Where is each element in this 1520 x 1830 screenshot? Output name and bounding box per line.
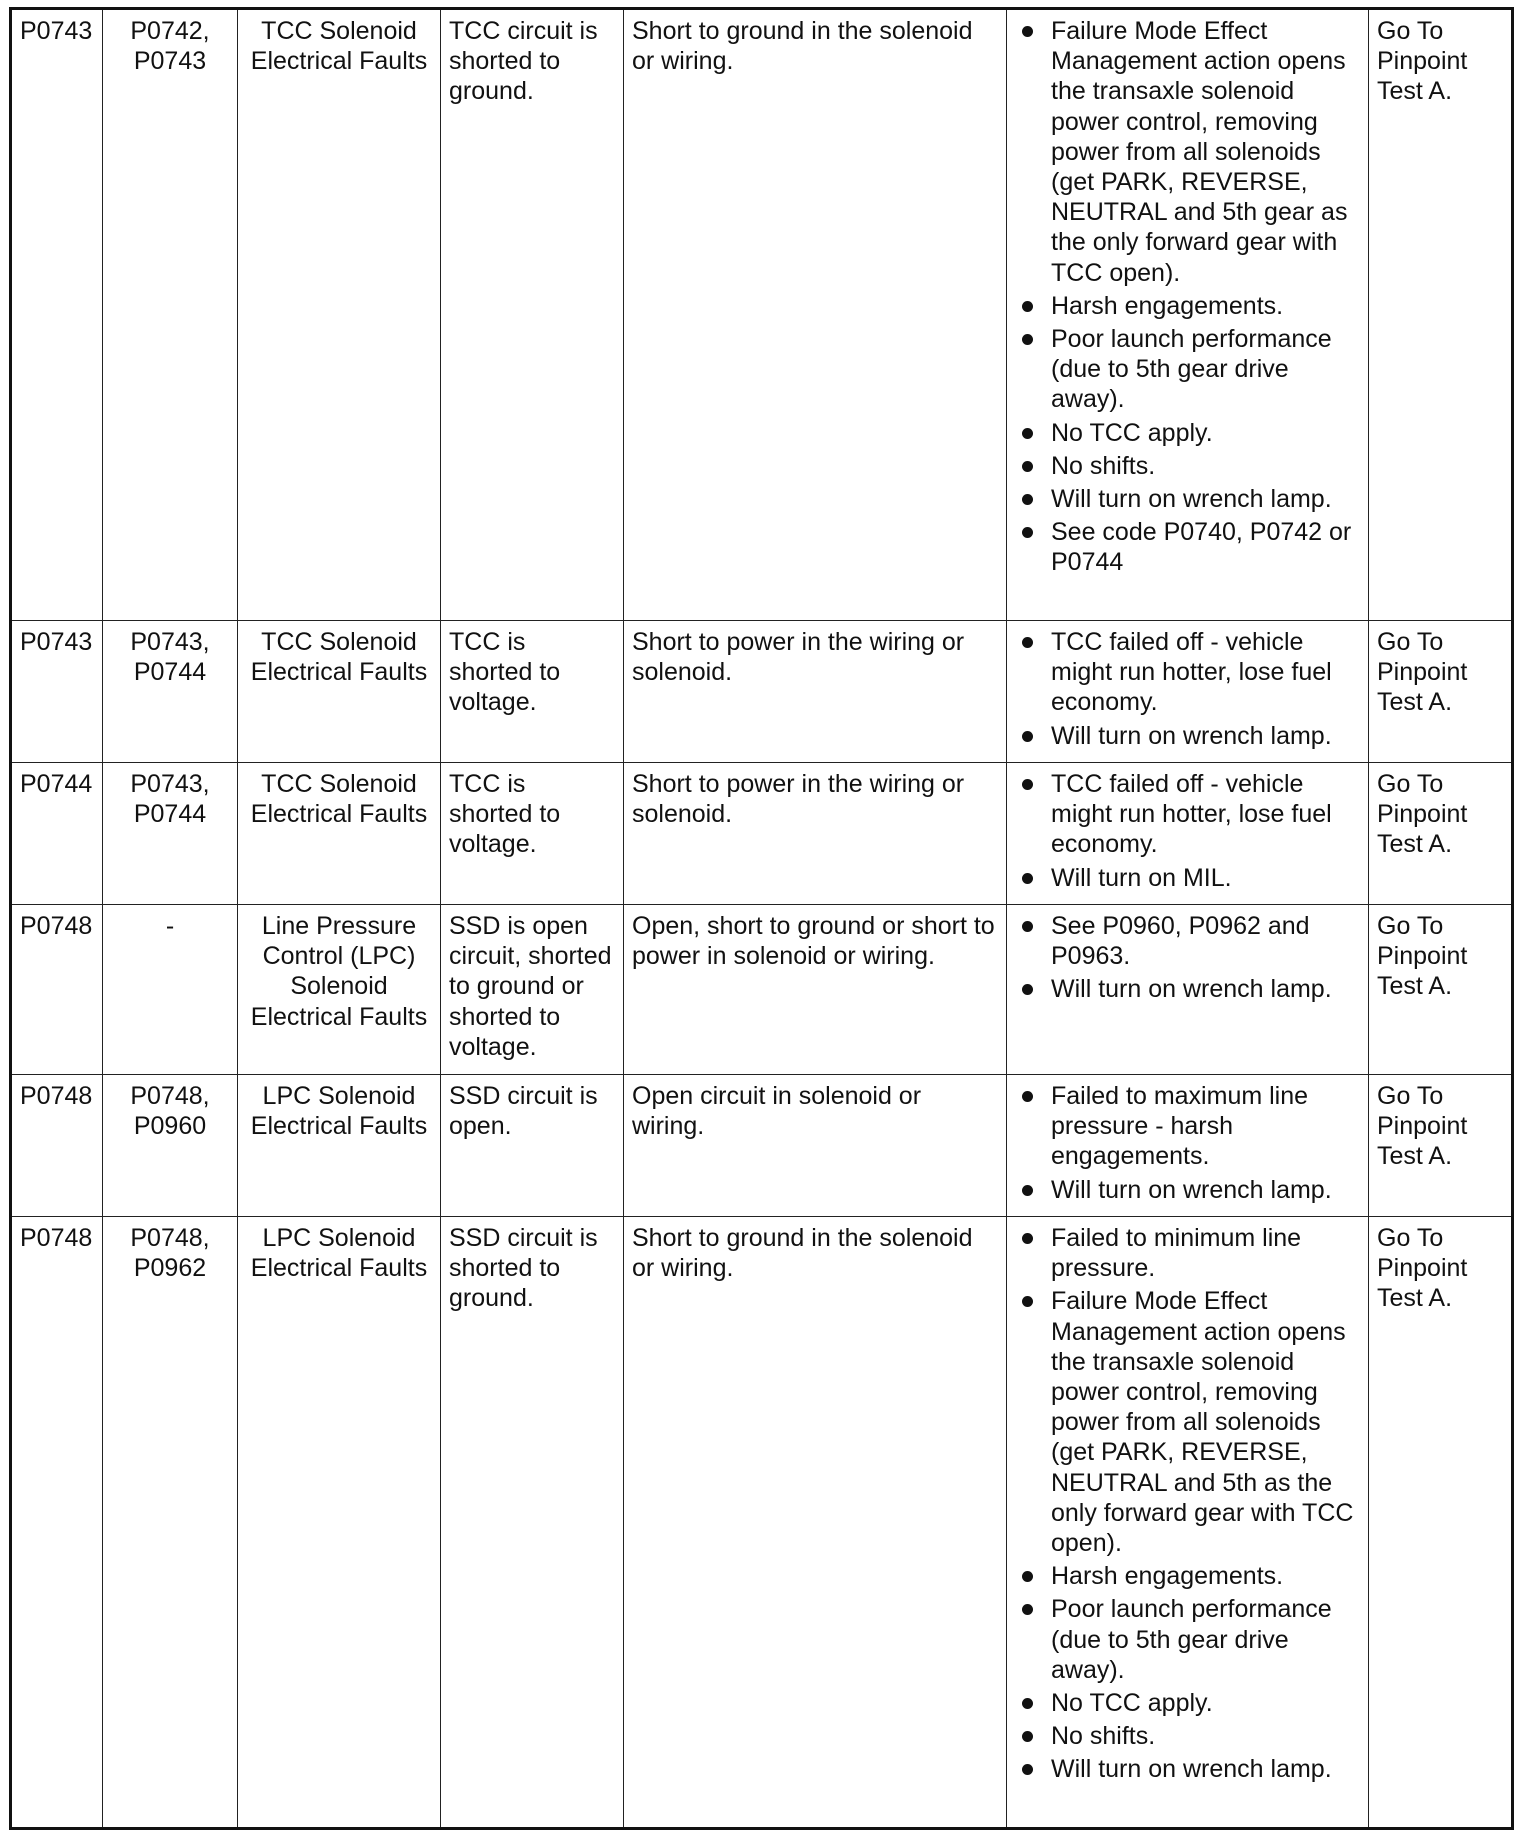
condition-text: TCC circuit is shorted to ground. [449,17,598,106]
sub-code-text: P0742, P0743 [130,17,210,76]
sub-code-text: P0748, P0960 [130,1082,210,1141]
description-text: Line Pressure Control (LPC) Solenoid Electrical Faults [250,912,428,1031]
symptom-text: Failed to maximum line pressure - harsh engagements. [1051,1082,1309,1171]
symptom-item [1015,1081,1360,1172]
symptom-list [1015,16,1360,578]
bullet-icon [1022,637,1033,648]
dtc-code-text: P0743 [20,17,93,45]
description-text: TCC Solenoid Electrical Faults [250,628,428,687]
action-cell [1369,763,1513,905]
symptom-text: See P0960, P0962 and P0963. [1051,912,1310,971]
symptom-list [1015,911,1360,1005]
symptom-text: No shifts. [1051,451,1156,480]
symptom-item [1015,1223,1360,1283]
sub-code-cell [103,1217,238,1829]
action-text: Go To Pinpoint Test A. [1377,770,1468,859]
dtc-code-text: P0744 [20,770,93,798]
bullet-icon [1022,26,1033,37]
symptom-item [1015,484,1360,514]
action-cell [1369,1075,1513,1217]
symptom-item [1015,418,1360,448]
table-row [11,9,1513,621]
description-cell [238,1217,441,1829]
table-row [11,763,1513,905]
cause-cell [624,9,1007,621]
symptom-item [1015,627,1360,718]
symptom-text: Will turn on wrench lamp. [1051,1755,1332,1784]
description-text: LPC Solenoid Electrical Faults [250,1224,428,1283]
symptom-text: Poor launch performance (due to 5th gear drive away). [1051,325,1332,414]
condition-text: TCC is shorted to voltage. [449,628,561,717]
description-text: LPC Solenoid Electrical Faults [250,1082,428,1141]
sub-code-cell [103,763,238,905]
symptom-text: Will turn on wrench lamp. [1051,485,1332,514]
bullet-icon [1022,779,1033,790]
dtc-table-body [11,9,1513,1829]
bullet-icon [1022,731,1033,742]
symptom-item [1015,451,1360,481]
symptom-text: No TCC apply. [1051,1689,1213,1718]
condition-cell [441,905,624,1075]
symptom-item [1015,1175,1360,1205]
action-text: Go To Pinpoint Test A. [1377,17,1468,106]
symptom-item [1015,911,1360,971]
symptom-text: Poor launch performance (due to 5th gear drive away). [1051,1595,1332,1684]
symptom-item [1015,1688,1360,1718]
action-text: Go To Pinpoint Test A. [1377,1082,1468,1171]
symptom-item [1015,517,1360,577]
symptom-item [1015,1594,1360,1685]
bullet-icon [1022,1185,1033,1196]
bullet-icon [1022,1764,1033,1775]
table-row [11,1075,1513,1217]
dtc-code-text: P0743 [20,628,93,656]
symptom-text: Failure Mode Effect Management action opens the transaxle solenoid power control, removing power from all solenoids (get PARK, REVERSE, NEUTRAL and 5th gear as the only forward gear with TCC open). [1051,17,1348,287]
bullet-icon [1022,494,1033,505]
condition-cell [441,9,624,621]
cause-text: Short to ground in the solenoid or wiring. [632,1224,973,1283]
symptom-list [1015,769,1360,893]
symptoms-cell [1007,763,1369,905]
bullet-icon [1022,301,1033,312]
bullet-icon [1022,461,1033,472]
symptom-list [1015,1223,1360,1785]
symptom-text: Harsh engagements. [1051,1562,1284,1591]
bullet-icon [1022,1604,1033,1615]
description-cell [238,905,441,1075]
symptom-item [1015,721,1360,751]
bullet-icon [1022,1091,1033,1102]
action-cell [1369,905,1513,1075]
symptoms-cell [1007,621,1369,763]
dtc-table [9,7,1514,1830]
bullet-icon [1022,428,1033,439]
cause-text: Short to ground in the solenoid or wiring. [632,17,973,76]
action-text: Go To Pinpoint Test A. [1377,628,1468,717]
symptom-text: Will turn on wrench lamp. [1051,1175,1332,1204]
symptom-item [1015,1286,1360,1558]
symptom-text: TCC failed off - vehicle might run hotter, lose fuel economy. [1051,770,1332,859]
sub-code-text: P0743, P0744 [130,628,210,687]
symptom-text: No TCC apply. [1051,418,1213,447]
table-row [11,905,1513,1075]
description-text: TCC Solenoid Electrical Faults [250,770,428,829]
bullet-icon [1022,921,1033,932]
symptoms-cell [1007,9,1369,621]
dtc-code-text: P0748 [20,912,93,940]
symptoms-cell [1007,1217,1369,1829]
dtc-code-cell [11,763,103,905]
action-text: Go To Pinpoint Test A. [1377,912,1468,1001]
symptom-item [1015,1754,1360,1784]
action-cell [1369,621,1513,763]
symptom-item [1015,16,1360,288]
symptom-list [1015,627,1360,751]
bullet-icon [1022,334,1033,345]
cause-cell [624,905,1007,1075]
cause-cell [624,763,1007,905]
symptom-text: Will turn on MIL. [1051,863,1232,892]
dtc-code-cell [11,1217,103,1829]
dtc-code-cell [11,1075,103,1217]
description-cell [238,621,441,763]
cause-cell [624,621,1007,763]
cause-text: Short to power in the wiring or solenoid. [632,770,965,829]
bullet-icon [1022,1731,1033,1742]
action-cell [1369,1217,1513,1829]
dtc-code-text: P0748 [20,1224,93,1252]
condition-cell [441,1217,624,1829]
dtc-code-text: P0748 [20,1082,93,1110]
symptom-text: Harsh engagements. [1051,291,1284,320]
symptom-text: Will turn on wrench lamp. [1051,721,1332,750]
symptom-item [1015,974,1360,1004]
description-cell [238,763,441,905]
condition-cell [441,763,624,905]
symptom-text: No shifts. [1051,1722,1156,1751]
symptom-text: See code P0740, P0742 or P0744 [1051,518,1352,577]
cause-cell [624,1217,1007,1829]
dtc-code-cell [11,621,103,763]
cause-text: Open, short to ground or short to power in solenoid or wiring. [632,912,995,971]
symptom-list [1015,1081,1360,1205]
bullet-icon [1022,1571,1033,1582]
bullet-icon [1022,1296,1033,1307]
symptom-text: Failed to minimum line pressure. [1051,1224,1302,1283]
cause-cell [624,1075,1007,1217]
sub-code-cell [103,621,238,763]
symptom-item [1015,324,1360,415]
symptom-text: Failure Mode Effect Management action opens the transaxle solenoid power control, removing power from all solenoids (get PARK, REVERSE, NEUTRAL and 5th as the only forward gear with TCC open). [1051,1287,1354,1558]
symptom-text: Will turn on wrench lamp. [1051,975,1332,1004]
bullet-icon [1022,1233,1033,1244]
symptom-item [1015,769,1360,860]
table-row [11,1217,1513,1829]
sub-code-cell [103,1075,238,1217]
sub-code-text: P0743, P0744 [130,770,210,829]
bullet-icon [1022,984,1033,995]
condition-cell [441,621,624,763]
condition-text: SSD is open circuit, shorted to ground or shorted to voltage. [449,912,612,1061]
sub-code-text: P0748, P0962 [130,1224,210,1283]
symptom-item [1015,291,1360,321]
condition-text: SSD circuit is shorted to ground. [449,1224,598,1313]
sub-code-cell [103,905,238,1075]
cause-text: Open circuit in solenoid or wiring. [632,1082,922,1141]
bullet-icon [1022,527,1033,538]
description-cell [238,1075,441,1217]
condition-cell [441,1075,624,1217]
symptom-item [1015,863,1360,893]
dtc-code-cell [11,9,103,621]
description-cell [238,9,441,621]
sub-code-cell [103,9,238,621]
action-cell [1369,9,1513,621]
sub-code-text: - [165,912,175,940]
condition-text: TCC is shorted to voltage. [449,770,561,859]
condition-text: SSD circuit is open. [449,1082,598,1141]
symptom-text: TCC failed off - vehicle might run hotter, lose fuel economy. [1051,628,1332,717]
bullet-icon [1022,873,1033,884]
symptom-item [1015,1561,1360,1591]
dtc-code-cell [11,905,103,1075]
symptom-item [1015,1721,1360,1751]
action-text: Go To Pinpoint Test A. [1377,1224,1468,1313]
symptoms-cell [1007,905,1369,1075]
cause-text: Short to power in the wiring or solenoid. [632,628,965,687]
description-text: TCC Solenoid Electrical Faults [250,17,428,76]
symptoms-cell [1007,1075,1369,1217]
table-row [11,621,1513,763]
bullet-icon [1022,1698,1033,1709]
